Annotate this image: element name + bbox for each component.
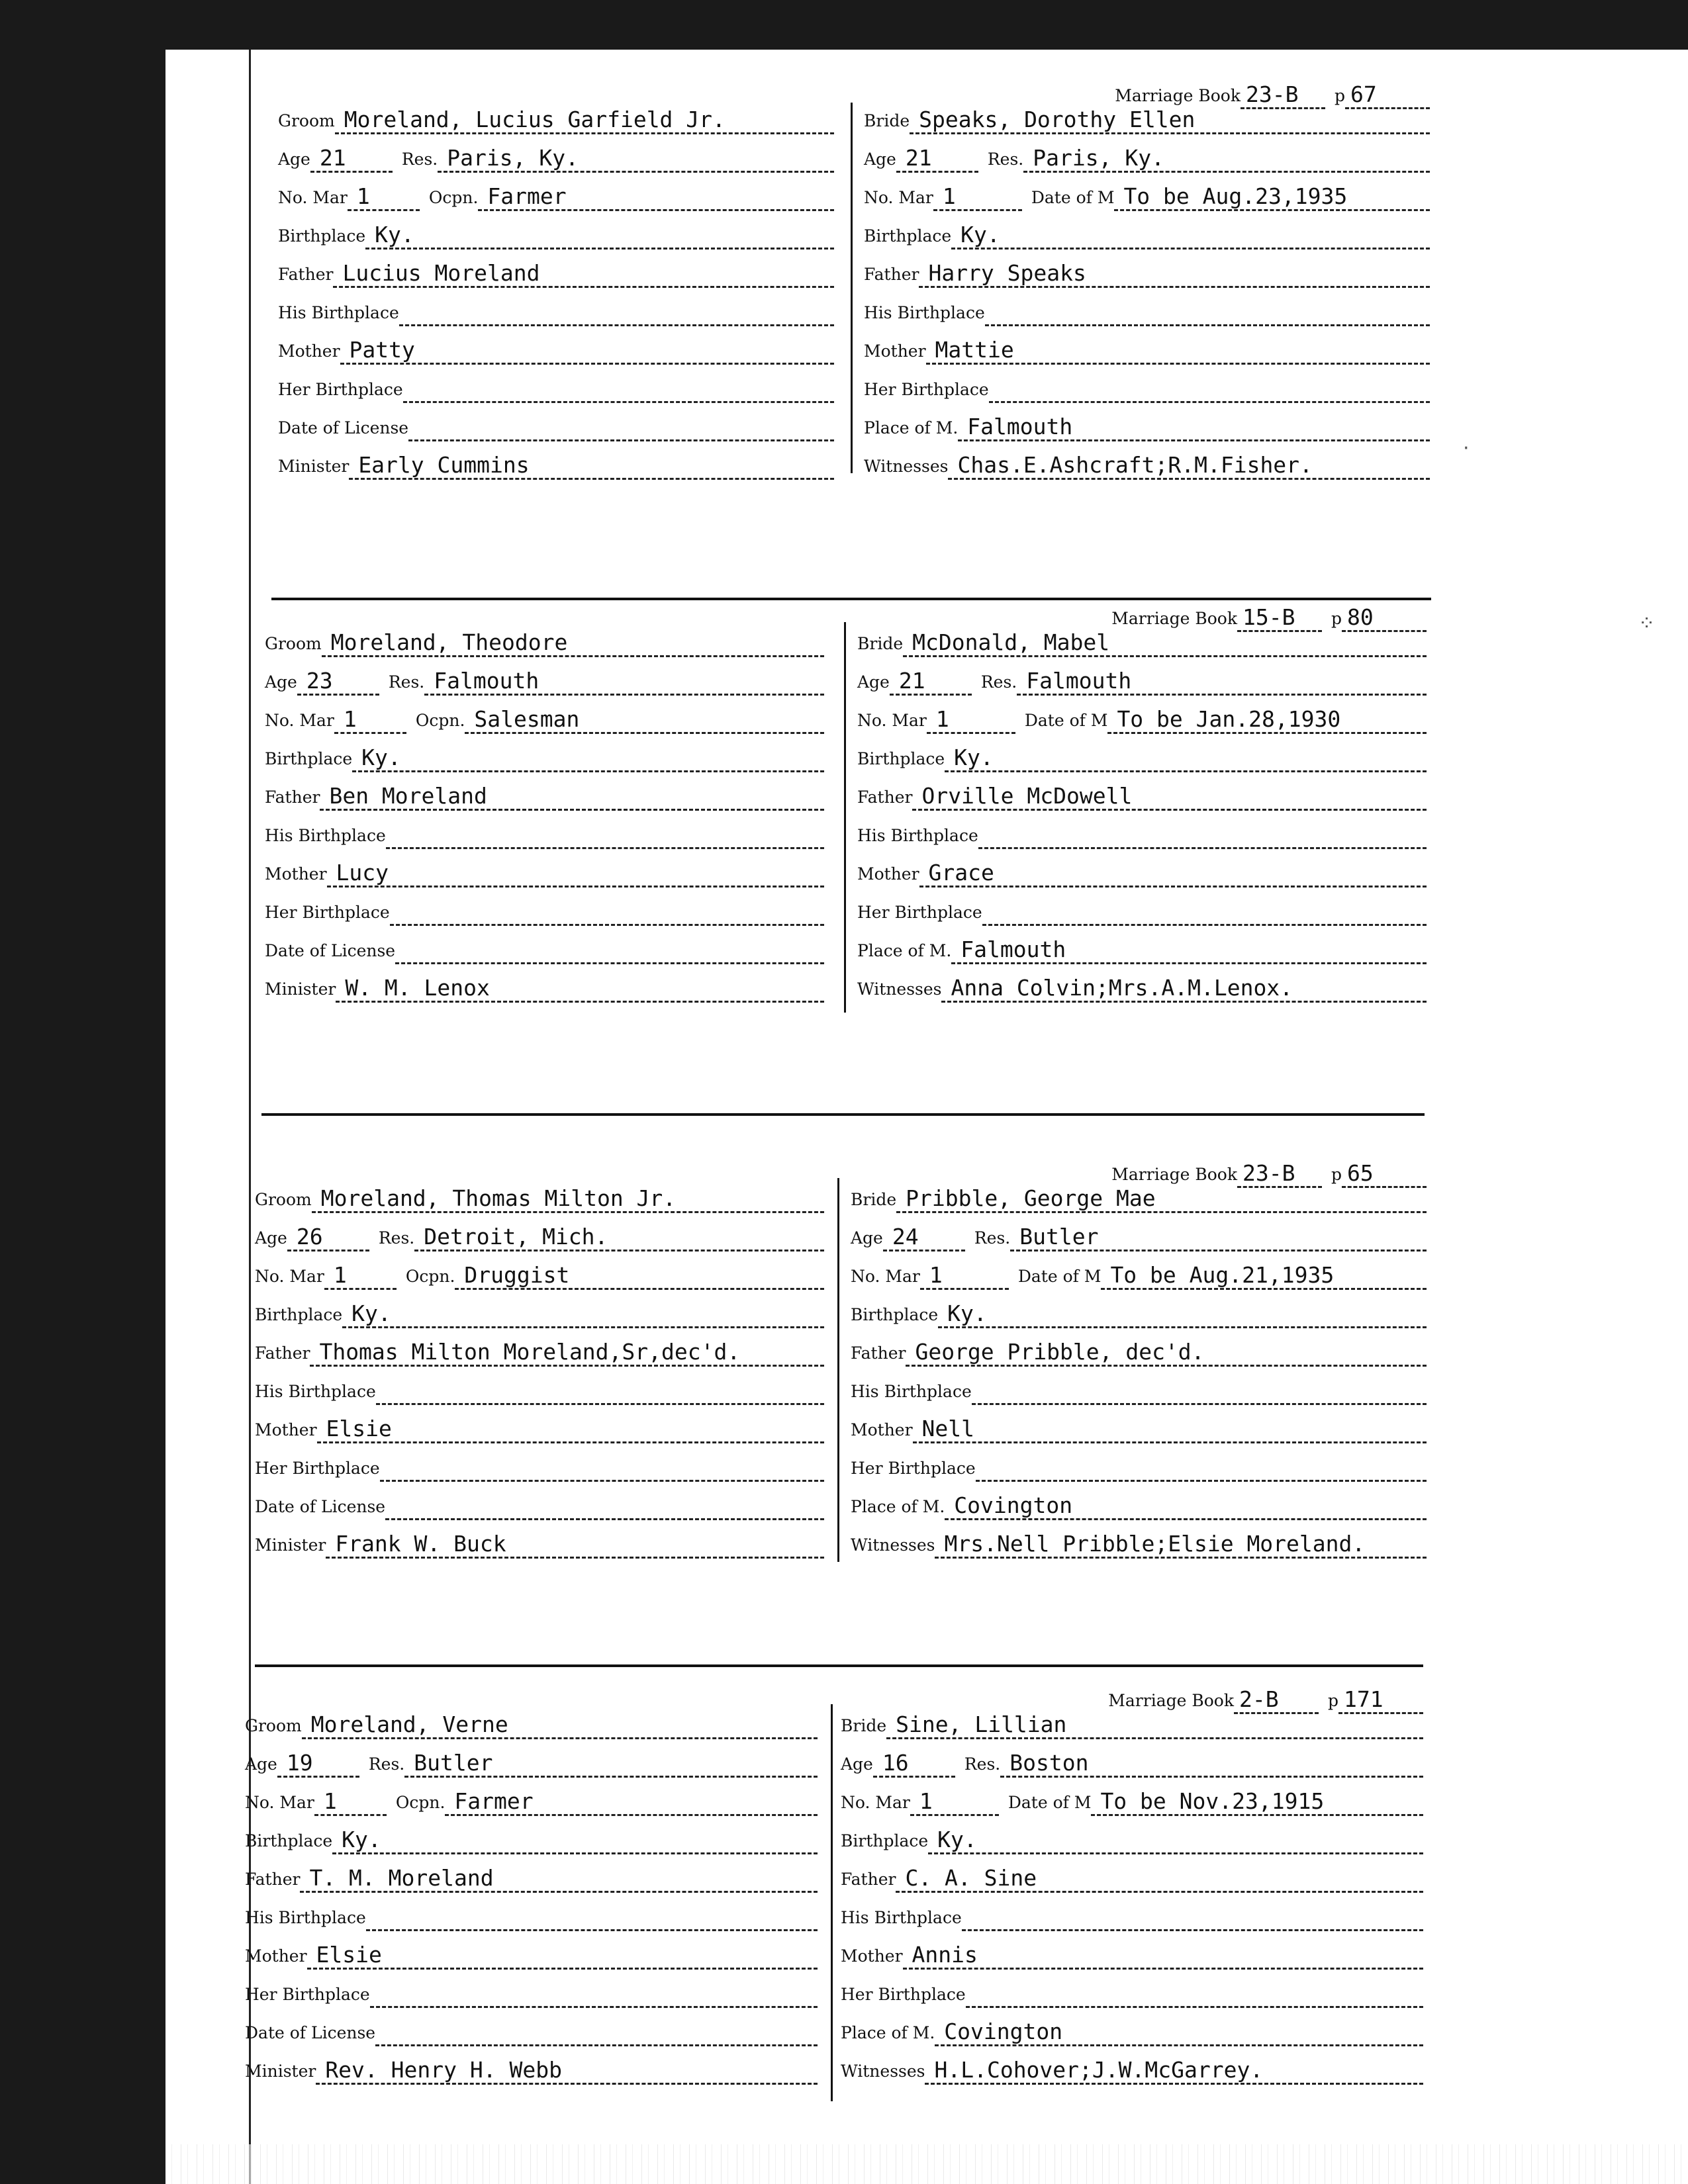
book-value: 15-B (1237, 601, 1322, 632)
his-birthplace-value (366, 1900, 818, 1931)
scan-smudge: ⁘ (1638, 612, 1656, 635)
birthplace-row (851, 1295, 1427, 1328)
place-of-m-row (851, 1487, 1427, 1520)
place-of-m-row (857, 931, 1427, 964)
field-label: Date of License (278, 418, 409, 437)
res-value: Detroit, Mich. (414, 1220, 824, 1251)
place-of-marriage-value: Covington (945, 1489, 1427, 1520)
field-label: Res. (974, 1228, 1011, 1248)
field-label: Res. (388, 672, 425, 692)
scan-top-border (0, 0, 1688, 50)
groom-name-value: Moreland, Theodore (322, 626, 824, 657)
mother-row (864, 332, 1430, 365)
his-birthplace-value (399, 295, 834, 326)
mother-row (265, 854, 824, 887)
his-birthplace-value (376, 1374, 824, 1405)
her-birthplace-value (976, 1451, 1427, 1482)
minister-value: W. M. Lenox (336, 972, 824, 1003)
mother-row (857, 854, 1427, 887)
date-of-license-row (245, 2013, 818, 2046)
field-label: Place of M. (864, 418, 959, 437)
father-row (857, 778, 1427, 811)
field-label: Father (278, 265, 334, 284)
res-value: Falmouth (424, 664, 824, 696)
field-label: His Birthplace (864, 303, 985, 322)
minister-row (278, 447, 834, 480)
field-label: Father (255, 1343, 310, 1363)
field-label: Her Birthplace (278, 380, 403, 399)
res-value: Falmouth (1017, 664, 1427, 696)
field-label: Father (857, 788, 913, 807)
nomar-date-row (841, 1783, 1423, 1816)
bride-row (857, 624, 1427, 657)
place-of-m-row (841, 2013, 1423, 2046)
date-of-license-row (278, 408, 834, 441)
field-label: Place of M. (841, 2023, 935, 2042)
res-value: Boston (1000, 1747, 1423, 1778)
field-label: Age (864, 150, 896, 169)
res-value: Butler (1010, 1220, 1427, 1251)
field-label: Her Birthplace (245, 1985, 370, 2004)
his-birthplace-value (985, 295, 1430, 326)
her-birthplace-row (864, 370, 1430, 403)
field-label: Her Birthplace (265, 903, 390, 922)
field-label: Marriage Book (1111, 609, 1237, 628)
minister-row (255, 1525, 824, 1559)
field-label: p (1331, 609, 1342, 628)
field-label: Marriage Book (1111, 1165, 1237, 1184)
field-label: His Birthplace (245, 1908, 366, 1927)
column-divider (844, 622, 846, 1013)
her-birthplace-value (982, 895, 1427, 926)
place-of-marriage-value: Falmouth (951, 933, 1427, 964)
father-value: Ben Moreland (320, 780, 824, 811)
field-label: Minister (265, 979, 336, 999)
nomar-ocpn-row (278, 178, 834, 211)
witnesses-value: Anna Colvin;Mrs.A.M.Lenox. (941, 972, 1427, 1003)
age-value: 21 (890, 664, 972, 696)
no-mar-value: 1 (348, 180, 420, 211)
field-label: Witnesses (851, 1535, 935, 1555)
place-of-marriage-value: Covington (935, 2015, 1423, 2046)
page-value: 67 (1345, 78, 1430, 109)
field-label: Ocpn. (395, 1793, 445, 1812)
witnesses-row (841, 2052, 1423, 2085)
her-birthplace-value (390, 895, 824, 926)
field-label: His Birthplace (851, 1382, 972, 1401)
birthplace-value: Ky. (928, 1823, 1423, 1854)
birthplace-value: Ky. (352, 741, 824, 772)
res-value: Paris, Ky. (1023, 142, 1430, 173)
bride-name-value: McDonald, Mabel (903, 626, 1427, 657)
field-label: Witnesses (857, 979, 942, 999)
witnesses-row (851, 1525, 1427, 1559)
field-label: No. Mar (245, 1793, 314, 1812)
book-value: 23-B (1241, 78, 1325, 109)
father-row (278, 255, 834, 288)
field-label: No. Mar (841, 1793, 910, 1812)
age-value: 21 (310, 142, 393, 173)
field-label: Res. (980, 672, 1017, 692)
her-birthplace-value (380, 1451, 824, 1482)
groom-row (278, 101, 834, 134)
her-birthplace-row (278, 370, 834, 403)
birthplace-row (841, 1821, 1423, 1854)
occupation-value: Farmer (478, 180, 834, 211)
mother-row (255, 1410, 824, 1443)
field-label: No. Mar (278, 188, 348, 207)
witnesses-value: Mrs.Nell Pribble;Elsie Moreland. (935, 1527, 1427, 1559)
field-label: Ocpn. (415, 711, 465, 730)
field-label: His Birthplace (278, 303, 399, 322)
field-label: Bride (851, 1190, 897, 1209)
mother-row (278, 332, 834, 365)
no-mar-value: 1 (927, 703, 1015, 734)
record-separator (255, 1664, 1423, 1667)
book-value: 23-B (1237, 1157, 1322, 1188)
field-label: Place of M. (857, 941, 952, 960)
groom-row (265, 624, 824, 657)
field-label: Minister (278, 457, 350, 476)
no-mar-value: 1 (324, 1259, 397, 1290)
mother-value: Lucy (327, 856, 824, 887)
mother-value: Elsie (317, 1412, 824, 1443)
his-birthplace-value (978, 818, 1427, 849)
her-birthplace-row (265, 893, 824, 926)
field-label: No. Mar (255, 1267, 324, 1286)
field-label: Birthplace (857, 749, 945, 768)
no-mar-value: 1 (933, 180, 1022, 211)
record-separator (261, 1113, 1425, 1116)
mother-value: Nell (913, 1412, 1427, 1443)
res-value: Paris, Ky. (438, 142, 834, 173)
field-label: Birthplace (278, 226, 366, 246)
her-birthplace-row (857, 893, 1427, 926)
field-label: Date of M (1017, 1267, 1102, 1286)
witnesses-value: Chas.E.Ashcraft;R.M.Fisher. (948, 449, 1430, 480)
age-value: 24 (883, 1220, 965, 1251)
witnesses-value: H.L.Cohover;J.W.McGarrey. (925, 2054, 1423, 2085)
mother-value: Annis (903, 1938, 1423, 1970)
field-label: Age (841, 1754, 873, 1774)
his-birthplace-row (255, 1372, 824, 1405)
date-of-license-row (265, 931, 824, 964)
field-label: Ocpn. (428, 188, 479, 207)
field-label: Res. (368, 1754, 405, 1774)
field-label: Father (841, 1870, 896, 1889)
father-value: George Pribble, dec'd. (906, 1336, 1427, 1367)
minister-row (245, 2052, 818, 2085)
date-of-marriage-value: To be Nov.23,1915 (1091, 1785, 1423, 1816)
his-birthplace-row (278, 293, 834, 326)
field-label: p (1334, 86, 1345, 105)
field-label: Age (255, 1228, 287, 1248)
her-birthplace-value (989, 372, 1430, 403)
minister-value: Early Cummins (349, 449, 834, 480)
her-birthplace-value (370, 1977, 818, 2008)
birthplace-value: Ky. (365, 218, 834, 250)
father-value: T. M. Moreland (300, 1862, 818, 1893)
age-res-row (278, 140, 834, 173)
mother-value: Grace (919, 856, 1427, 887)
minister-row (265, 970, 824, 1003)
field-label: Groom (278, 111, 335, 130)
page-value: 171 (1338, 1683, 1423, 1714)
his-birthplace-value (972, 1374, 1427, 1405)
mother-value: Mattie (926, 334, 1430, 365)
no-mar-value: 1 (314, 1785, 387, 1816)
field-label: Date of M (1024, 711, 1108, 730)
field-label: Mother (851, 1420, 913, 1439)
field-label: Her Birthplace (851, 1459, 976, 1478)
occupation-value: Farmer (445, 1785, 818, 1816)
field-label: Mother (841, 1946, 903, 1966)
field-label: Place of M. (851, 1497, 945, 1516)
occupation-value: Druggist (455, 1259, 824, 1290)
birthplace-row (857, 739, 1427, 772)
birthplace-row (265, 739, 824, 772)
field-label: Res. (964, 1754, 1001, 1774)
book-value: 2-B (1234, 1683, 1319, 1714)
birthplace-value: Ky. (951, 218, 1430, 250)
field-label: Groom (255, 1190, 312, 1209)
birthplace-value: Ky. (332, 1823, 818, 1854)
age-res-row (245, 1745, 818, 1778)
bride-row (864, 101, 1430, 134)
age-res-row (255, 1218, 824, 1251)
field-label: Mother (255, 1420, 317, 1439)
bride-name-value: Pribble, George Mae (896, 1182, 1427, 1213)
field-label: Her Birthplace (857, 903, 982, 922)
field-label: Bride (841, 1716, 887, 1735)
age-res-row (851, 1218, 1427, 1251)
field-label: Minister (245, 2062, 316, 2081)
page-value: 65 (1342, 1157, 1427, 1188)
bride-row (851, 1180, 1427, 1213)
column-divider (837, 1178, 839, 1562)
field-label: No. Mar (851, 1267, 920, 1286)
nomar-ocpn-row (245, 1783, 818, 1816)
field-label: Date of M (1031, 188, 1115, 207)
father-value: Orville McDowell (912, 780, 1427, 811)
column-divider (831, 1704, 833, 2101)
field-label: Birthplace (265, 749, 353, 768)
field-label: p (1331, 1165, 1342, 1184)
age-res-row (857, 662, 1427, 696)
witnesses-row (864, 447, 1430, 480)
field-label: Father (245, 1870, 301, 1889)
field-label: His Birthplace (857, 826, 978, 845)
nomar-date-row (851, 1257, 1427, 1290)
field-label: Date of License (265, 941, 396, 960)
field-label: No. Mar (265, 711, 334, 730)
field-label: Groom (245, 1716, 302, 1735)
date-of-license-value (395, 933, 824, 964)
field-label: Res. (378, 1228, 415, 1248)
age-res-row (265, 662, 824, 696)
her-birthplace-value (403, 372, 834, 403)
her-birthplace-row (245, 1975, 818, 2008)
bride-name-value: Speaks, Dorothy Ellen (910, 103, 1430, 134)
field-label: Bride (857, 634, 904, 653)
field-label: Mother (245, 1946, 307, 1966)
date-of-license-value (385, 1489, 824, 1520)
bride-row (841, 1706, 1423, 1739)
birthplace-row (245, 1821, 818, 1854)
mother-row (245, 1936, 818, 1970)
field-label: Her Birthplace (864, 380, 989, 399)
field-label: Date of M (1008, 1793, 1092, 1812)
field-label: Mother (278, 341, 340, 361)
no-mar-value: 1 (910, 1785, 999, 1816)
field-label: Bride (864, 111, 910, 130)
field-label: Age (278, 150, 310, 169)
minister-value: Rev. Henry H. Webb (316, 2054, 818, 2085)
father-row (255, 1334, 824, 1367)
date-of-license-value (408, 410, 834, 441)
scan-bottom-noise (165, 2144, 1688, 2184)
minister-value: Frank W. Buck (326, 1527, 824, 1559)
field-label: His Birthplace (841, 1908, 962, 1927)
field-label: Witnesses (864, 457, 949, 476)
field-label: His Birthplace (265, 826, 386, 845)
field-label: His Birthplace (255, 1382, 376, 1401)
field-label: Date of License (255, 1497, 386, 1516)
place-of-m-row (864, 408, 1430, 441)
her-birthplace-value (966, 1977, 1423, 2008)
father-value: Lucius Moreland (333, 257, 834, 288)
date-of-marriage-value: To be Aug.21,1935 (1101, 1259, 1427, 1290)
date-of-marriage-value: To be Aug.23,1935 (1114, 180, 1430, 211)
birthplace-row (864, 216, 1430, 250)
his-birthplace-row (841, 1898, 1423, 1931)
field-label: Birthplace (864, 226, 952, 246)
birthplace-row (278, 216, 834, 250)
field-label: Mother (265, 864, 327, 884)
field-label: Birthplace (851, 1305, 939, 1324)
field-label: Birthplace (255, 1305, 343, 1324)
field-label: Marriage Book (1115, 86, 1241, 105)
birthplace-value: Ky. (945, 741, 1427, 772)
her-birthplace-row (851, 1449, 1427, 1482)
field-label: Birthplace (245, 1831, 333, 1850)
field-label: No. Mar (857, 711, 927, 730)
date-of-license-row (255, 1487, 824, 1520)
field-label: Age (265, 672, 297, 692)
field-label: Ocpn. (405, 1267, 455, 1286)
field-label: Father (265, 788, 320, 807)
page-value: 80 (1342, 601, 1427, 632)
nomar-ocpn-row (265, 701, 824, 734)
father-row (864, 255, 1430, 288)
age-value: 26 (287, 1220, 369, 1251)
no-mar-value: 1 (920, 1259, 1009, 1290)
age-res-row (864, 140, 1430, 173)
mother-value: Elsie (307, 1938, 818, 1970)
birthplace-value: Ky. (342, 1297, 824, 1328)
field-label: Marriage Book (1108, 1691, 1234, 1710)
father-value: Thomas Milton Moreland,Sr,dec'd. (310, 1336, 824, 1367)
field-label: Minister (255, 1535, 326, 1555)
birthplace-value: Ky. (938, 1297, 1427, 1328)
field-label: Father (864, 265, 919, 284)
field-label: Age (851, 1228, 883, 1248)
field-label: Groom (265, 634, 322, 653)
mother-row (841, 1936, 1423, 1970)
father-row (851, 1334, 1427, 1367)
field-label: Her Birthplace (841, 1985, 966, 2004)
his-birthplace-row (857, 816, 1427, 849)
her-birthplace-row (255, 1449, 824, 1482)
field-label: Witnesses (841, 2062, 925, 2081)
father-row (265, 778, 824, 811)
groom-name-value: Moreland, Lucius Garfield Jr. (335, 103, 834, 134)
groom-row (255, 1180, 824, 1213)
column-divider (851, 103, 853, 473)
bride-name-value: Sine, Lillian (886, 1708, 1423, 1739)
groom-row (245, 1706, 818, 1739)
father-row (841, 1860, 1423, 1893)
age-res-row (841, 1745, 1423, 1778)
scan-left-border (0, 0, 165, 2184)
field-label: p (1327, 1691, 1338, 1710)
her-birthplace-row (841, 1975, 1423, 2008)
date-of-license-value (375, 2015, 818, 2046)
field-label: Res. (987, 150, 1024, 169)
field-label: Mother (864, 341, 926, 361)
mother-value: Patty (340, 334, 834, 365)
age-value: 21 (896, 142, 978, 173)
field-label: Age (857, 672, 890, 692)
his-birthplace-value (962, 1900, 1423, 1931)
nomar-ocpn-row (255, 1257, 824, 1290)
age-value: 23 (297, 664, 379, 696)
place-of-marriage-value: Falmouth (958, 410, 1430, 441)
field-label: Age (245, 1754, 277, 1774)
father-value: C. A. Sine (896, 1862, 1423, 1893)
his-birthplace-row (245, 1898, 818, 1931)
age-value: 19 (277, 1747, 359, 1778)
no-mar-value: 1 (334, 703, 406, 734)
field-label: Res. (401, 150, 438, 169)
nomar-date-row (857, 701, 1427, 734)
father-row (245, 1860, 818, 1893)
mother-row (851, 1410, 1427, 1443)
his-birthplace-row (265, 816, 824, 849)
field-label: No. Mar (864, 188, 933, 207)
witnesses-row (857, 970, 1427, 1003)
groom-name-value: Moreland, Verne (302, 1708, 818, 1739)
father-value: Harry Speaks (919, 257, 1430, 288)
occupation-value: Salesman (465, 703, 824, 734)
his-birthplace-value (386, 818, 824, 849)
field-label: Mother (857, 864, 919, 884)
groom-name-value: Moreland, Thomas Milton Jr. (312, 1182, 824, 1213)
his-birthplace-row (851, 1372, 1427, 1405)
birthplace-row (255, 1295, 824, 1328)
field-label: Date of License (245, 2023, 376, 2042)
field-label: Birthplace (841, 1831, 929, 1850)
field-label: Her Birthplace (255, 1459, 380, 1478)
date-of-marriage-value: To be Jan.28,1930 (1107, 703, 1427, 734)
his-birthplace-row (864, 293, 1430, 326)
scan-smudge: · (1463, 437, 1470, 460)
res-value: Butler (404, 1747, 818, 1778)
field-label: Father (851, 1343, 906, 1363)
age-value: 16 (873, 1747, 955, 1778)
nomar-date-row (864, 178, 1430, 211)
